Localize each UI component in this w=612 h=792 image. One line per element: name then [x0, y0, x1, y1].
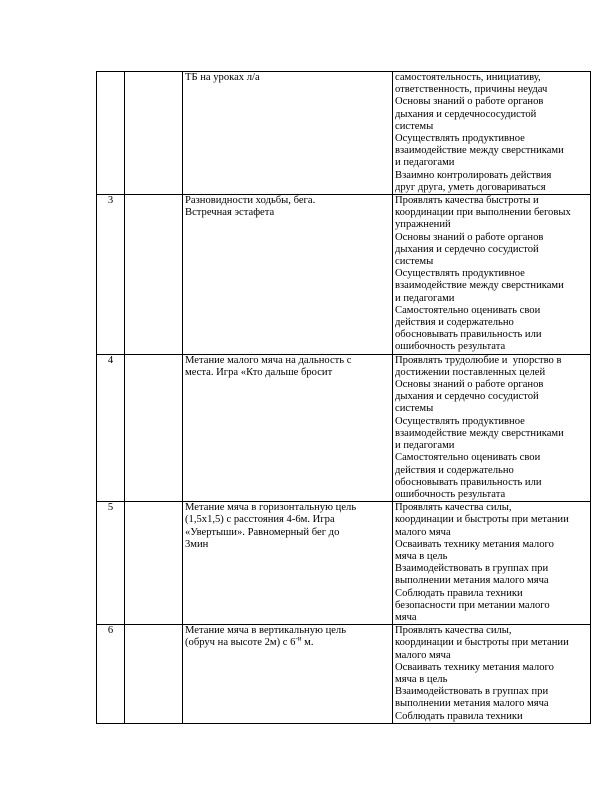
outcome-line: упражнений — [395, 219, 451, 231]
outcome-line: ошибочность результата — [395, 488, 506, 500]
topic-line: Метание малого мяча на дальность с — [185, 354, 352, 366]
outcome-line: Самостоятельно оценивать свои — [395, 452, 541, 464]
superscript-suffix: -и — [295, 634, 302, 643]
learning-outcomes-cell — [393, 354, 591, 501]
lesson-topic-cell — [183, 354, 393, 501]
outcome-line: Проявлять качества силы, — [395, 625, 512, 637]
outcome-line: Соблюдать правила техники — [395, 710, 523, 722]
outcome-line: мяча в цель — [395, 673, 448, 685]
topic-line: «Увертыши». Равномерный бег до — [185, 526, 340, 538]
topic-line: Метание мяча в вертикальную цель — [185, 625, 347, 637]
topic-line-tail: м. — [301, 637, 314, 649]
outcome-line: достижении поставленных целей — [395, 366, 546, 378]
outcome-line: Проявлять качества силы, — [395, 502, 512, 514]
outcome-line: Проявлять качества быстроты и — [395, 195, 539, 207]
outcome-line: координации и быстроты при метании — [395, 637, 569, 649]
outcome-line: взаимодействие между сверстниками — [395, 145, 564, 157]
outcome-line: Осуществлять продуктивное — [395, 268, 525, 280]
empty-cell — [125, 72, 183, 195]
lesson-topic-cell — [183, 625, 393, 724]
topic-line: Разновидности ходьбы, бега. — [185, 195, 316, 207]
learning-outcomes-cell — [393, 72, 591, 195]
empty-cell — [125, 502, 183, 625]
outcome-line: Взаимодействовать в группах при — [395, 686, 549, 698]
outcome-line: действия и содержательно — [395, 317, 514, 329]
lesson-number-cell: 6 — [97, 625, 125, 724]
table-row — [97, 354, 591, 501]
outcome-line: выполнении метания малого мяча — [395, 575, 549, 587]
topic-line: (1,5х1,5) с расстояния 4-6м. Игра — [185, 514, 335, 526]
outcome-line: ответственность, причины неудач — [395, 84, 548, 96]
outcome-line: системы — [395, 120, 434, 132]
lesson-number-cell — [97, 72, 125, 195]
outcome-line: обосновывать правильность или — [395, 329, 542, 341]
outcome-line: взаимодействие между сверстниками — [395, 427, 564, 439]
outcome-line: действия и содержательно — [395, 464, 514, 476]
outcome-line: ошибочность результата — [395, 341, 506, 353]
outcome-line: безопасности при метании малого — [395, 599, 550, 611]
table-row — [97, 72, 591, 195]
outcome-line: и педагогами — [395, 440, 455, 452]
outcome-line: системы — [395, 256, 434, 268]
lesson-topic-cell — [183, 195, 393, 355]
outcome-line: Основы знаний о работе органов — [395, 96, 544, 108]
outcome-line: Основы знаний о работе органов — [395, 231, 544, 243]
lesson-number-cell: 4 — [97, 354, 125, 501]
outcome-line: Осуществлять продуктивное — [395, 415, 525, 427]
outcome-line: друг друга, уметь договариваться — [395, 181, 546, 193]
topic-line: 3мин — [185, 538, 209, 550]
outcome-line: самостоятельность, инициативу, — [395, 72, 541, 83]
table-row — [97, 502, 591, 625]
lesson-topic-cell — [183, 502, 393, 625]
empty-cell — [125, 195, 183, 355]
outcome-line: Самостоятельно оценивать свои — [395, 304, 541, 316]
topic-line: места. Игра «Кто дальше бросит — [185, 366, 333, 378]
outcome-line: системы — [395, 403, 434, 415]
outcome-line: координации и быстроты при метании — [395, 514, 569, 526]
lesson-number-cell: 5 — [97, 502, 125, 625]
outcome-line: и педагогами — [395, 157, 455, 169]
outcome-line: мяча — [395, 611, 417, 623]
outcome-line: Соблюдать правила техники — [395, 587, 523, 599]
outcome-line: малого мяча — [395, 649, 451, 661]
topic-line: ТБ на уроках л/а — [185, 72, 260, 83]
lesson-topic-cell — [183, 72, 393, 195]
topic-line-text: (обруч на высоте 2м) с 6 — [185, 637, 296, 649]
outcome-line: выполнении метания малого мяча — [395, 698, 549, 710]
lesson-number-cell: 3 — [97, 195, 125, 355]
outcome-line: малого мяча — [395, 526, 451, 538]
outcome-line: дыхания и сердечно сосудистой — [395, 243, 539, 255]
outcome-line: Проявлять трудолюбие и упорство в — [395, 354, 562, 366]
outcome-line: дыхания и сердечнососудистой — [395, 108, 537, 120]
outcome-line: мяча в цель — [395, 550, 448, 562]
outcome-line: Взаимодействовать в группах при — [395, 563, 549, 575]
learning-outcomes-cell — [393, 195, 591, 355]
outcome-line: Осваивать технику метания малого — [395, 538, 554, 550]
outcome-line: Осуществлять продуктивное — [395, 133, 525, 145]
empty-cell — [125, 625, 183, 724]
table-row — [97, 195, 591, 355]
table-row — [97, 625, 591, 724]
outcome-line: взаимодействие между сверстниками — [395, 280, 564, 292]
empty-cell — [125, 354, 183, 501]
outcome-line: Взаимно контролировать действия — [395, 169, 552, 181]
learning-outcomes-cell — [393, 502, 591, 625]
outcome-line: координации при выполнении беговых — [395, 207, 571, 219]
lesson-plan-table — [96, 71, 591, 724]
topic-line — [185, 634, 390, 649]
outcome-line: обосновывать правильность или — [395, 476, 542, 488]
topic-line: Метание мяча в горизонтальную цель — [185, 502, 357, 514]
outcome-line: дыхания и сердечно сосудистой — [395, 391, 539, 403]
outcome-line: Осваивать технику метания малого — [395, 661, 554, 673]
outcome-line: Основы знаний о работе органов — [395, 379, 544, 391]
outcome-line: и педагогами — [395, 292, 455, 304]
topic-line: Встречная эстафета — [185, 207, 275, 219]
learning-outcomes-cell — [393, 625, 591, 724]
